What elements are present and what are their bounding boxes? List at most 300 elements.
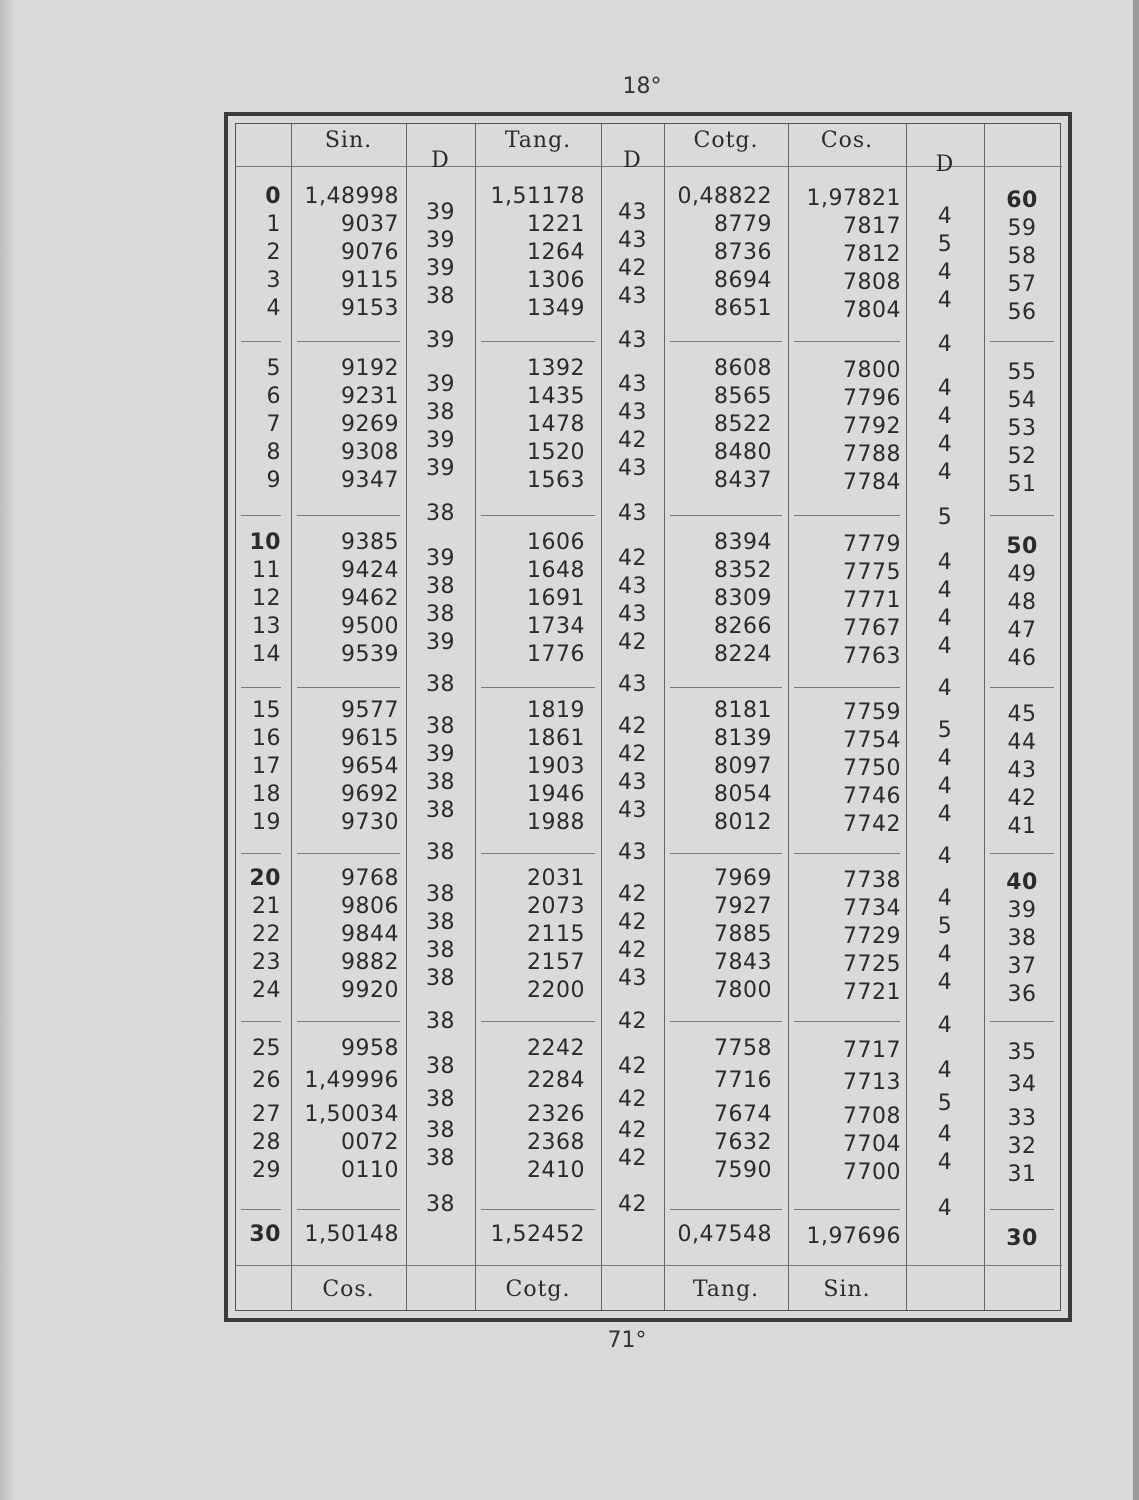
- cos-value: 7792: [843, 414, 901, 439]
- tang-value: 1,51178: [490, 184, 585, 209]
- group-rule: [297, 687, 400, 688]
- group-rule: [670, 341, 782, 342]
- cotg-value: 8565: [714, 384, 772, 409]
- sin-difference: 38: [426, 840, 455, 865]
- sin-value: 9192: [341, 356, 399, 381]
- group-rule: [990, 1021, 1054, 1022]
- minute-right: 53: [1007, 416, 1037, 441]
- cotg-value: 8608: [714, 356, 772, 381]
- tang-value: 2368: [527, 1130, 585, 1155]
- minute-right: 31: [1007, 1162, 1037, 1187]
- minute-left: 25: [252, 1036, 281, 1061]
- cos-value: 7812: [843, 242, 901, 267]
- cos-difference: 4: [937, 432, 953, 457]
- cos-difference: 4: [937, 1122, 953, 1147]
- minute-right: 30: [1006, 1226, 1038, 1251]
- cos-difference: 4: [937, 676, 953, 701]
- minute-right: 38: [1007, 926, 1037, 951]
- group-rule: [481, 341, 595, 342]
- sin-value: 9308: [341, 440, 399, 465]
- sin-difference: 38: [426, 672, 455, 697]
- cos-difference: 4: [937, 1196, 953, 1221]
- minute-left: 16: [252, 726, 281, 751]
- tang-difference: 43: [618, 798, 647, 823]
- group-rule: [297, 1209, 400, 1210]
- sin-value: 9115: [341, 268, 399, 293]
- tang-value: 1563: [527, 468, 585, 493]
- footer-cotg: Cotg.: [505, 1277, 571, 1302]
- minute-right: 56: [1007, 300, 1037, 325]
- header-cotg: Cotg.: [693, 128, 759, 153]
- trig-table-inner: [235, 123, 1061, 1311]
- tang-value: 1734: [527, 614, 585, 639]
- sin-difference: 38: [426, 400, 455, 425]
- cotg-value: 7716: [714, 1068, 772, 1093]
- cotg-value: 8480: [714, 440, 772, 465]
- cos-value: 7817: [843, 214, 901, 239]
- tang-value: 1349: [527, 296, 585, 321]
- tang-difference: 42: [618, 630, 647, 655]
- tang-difference: 42: [618, 256, 647, 281]
- sin-difference: 39: [426, 456, 455, 481]
- minute-left: 23: [252, 950, 281, 975]
- tang-difference: 42: [618, 546, 647, 571]
- sin-difference: 39: [426, 742, 455, 767]
- tang-difference: 42: [618, 742, 647, 767]
- group-rule: [297, 853, 400, 854]
- minute-left: 9: [266, 468, 281, 493]
- group-rule: [297, 341, 400, 342]
- tang-difference: 42: [618, 1009, 647, 1034]
- tang-difference: 43: [618, 328, 647, 353]
- header-cos: Cos.: [820, 128, 874, 153]
- cos-difference: 4: [937, 550, 953, 575]
- cotg-value: 8779: [714, 212, 772, 237]
- header-sin: Sin.: [324, 128, 373, 153]
- group-rule: [481, 1021, 595, 1022]
- minute-left: 26: [252, 1068, 281, 1093]
- sin-difference: 39: [426, 372, 455, 397]
- cotg-value: 8352: [714, 558, 772, 583]
- minute-left: 28: [252, 1130, 281, 1155]
- tang-difference: 43: [618, 672, 647, 697]
- tang-value: 2200: [527, 978, 585, 1003]
- minute-left: 1: [266, 212, 281, 237]
- sin-difference: 38: [426, 1054, 455, 1079]
- group-rule: [670, 687, 782, 688]
- sin-value: 9654: [341, 754, 399, 779]
- header-d2: D: [623, 148, 642, 173]
- tang-value: 2284: [527, 1068, 585, 1093]
- minute-right: 37: [1007, 954, 1037, 979]
- cos-value: 7779: [843, 532, 901, 557]
- sin-value: 9153: [341, 296, 399, 321]
- cotg-value: 0,47548: [677, 1222, 772, 1247]
- sin-value: 9958: [341, 1036, 399, 1061]
- cos-difference: 4: [937, 802, 953, 827]
- minute-left: 0: [265, 184, 281, 209]
- cos-value: 7808: [843, 270, 901, 295]
- minute-left: 13: [252, 614, 281, 639]
- group-rule: [670, 1209, 782, 1210]
- minute-left: 2: [266, 240, 281, 265]
- cos-value: 1,97696: [806, 1224, 901, 1249]
- page-right-edge: [1133, 0, 1139, 1500]
- minute-right: 45: [1007, 702, 1037, 727]
- tang-difference: 43: [618, 840, 647, 865]
- tang-value: 2031: [527, 866, 585, 891]
- sin-value: 9424: [341, 558, 399, 583]
- sin-difference: 39: [426, 228, 455, 253]
- sin-value: 9076: [341, 240, 399, 265]
- group-rule: [241, 1209, 281, 1210]
- tang-difference: 42: [618, 1192, 647, 1217]
- tang-difference: 42: [618, 714, 647, 739]
- cotg-value: 8266: [714, 614, 772, 639]
- minute-right: 41: [1007, 814, 1037, 839]
- tang-value: 1988: [527, 810, 585, 835]
- minute-right: 39: [1007, 898, 1037, 923]
- cos-value: 7734: [843, 896, 901, 921]
- cotg-value: 8437: [714, 468, 772, 493]
- tang-value: 1264: [527, 240, 585, 265]
- group-rule: [670, 853, 782, 854]
- cos-value: 7746: [843, 784, 901, 809]
- tang-difference: 43: [618, 200, 647, 225]
- minute-left: 30: [249, 1222, 281, 1247]
- sin-difference: 38: [426, 798, 455, 823]
- tang-difference: 43: [618, 602, 647, 627]
- group-rule: [297, 515, 400, 516]
- sin-difference: 38: [426, 1009, 455, 1034]
- cos-value: 7763: [843, 644, 901, 669]
- cos-value: 7771: [843, 588, 901, 613]
- cotg-value: 7632: [714, 1130, 772, 1155]
- tang-value: 1478: [527, 412, 585, 437]
- minute-left: 21: [252, 894, 281, 919]
- tang-difference: 43: [618, 284, 647, 309]
- group-rule: [481, 687, 595, 688]
- sin-difference: 39: [426, 546, 455, 571]
- minute-left: 24: [252, 978, 281, 1003]
- tang-value: 2157: [527, 950, 585, 975]
- cotg-value: 8309: [714, 586, 772, 611]
- cos-difference: 4: [937, 774, 953, 799]
- minute-left: 12: [252, 586, 281, 611]
- cos-value: 7775: [843, 560, 901, 585]
- cos-difference: 4: [937, 1058, 953, 1083]
- tang-value: 2073: [527, 894, 585, 919]
- sin-difference: 38: [426, 770, 455, 795]
- cos-difference: 4: [937, 460, 953, 485]
- minute-right: 55: [1007, 360, 1037, 385]
- group-rule: [794, 1021, 900, 1022]
- cotg-value: 7969: [714, 866, 772, 891]
- tang-difference: 43: [618, 966, 647, 991]
- sin-difference: 39: [426, 428, 455, 453]
- group-rule: [297, 1021, 400, 1022]
- sin-value: 9500: [341, 614, 399, 639]
- sin-value: 9806: [341, 894, 399, 919]
- cos-difference: 4: [937, 634, 953, 659]
- cos-difference: 5: [937, 1091, 953, 1116]
- tang-difference: 42: [618, 1146, 647, 1171]
- group-rule: [241, 1021, 281, 1022]
- minute-left: 5: [266, 356, 281, 381]
- tang-value: 1435: [527, 384, 585, 409]
- bottom-degree-label: 71°: [607, 1328, 647, 1353]
- cotg-value: 7590: [714, 1158, 772, 1183]
- minute-left: 17: [252, 754, 281, 779]
- cos-difference: 4: [937, 260, 953, 285]
- minute-left: 20: [249, 866, 281, 891]
- minute-left: 7: [266, 412, 281, 437]
- cos-difference: 5: [937, 505, 953, 530]
- cos-difference: 4: [937, 886, 953, 911]
- sin-difference: 38: [426, 602, 455, 627]
- cotg-value: 8054: [714, 782, 772, 807]
- sin-value: 0072: [341, 1130, 399, 1155]
- minute-left: 3: [266, 268, 281, 293]
- cos-value: 7750: [843, 756, 901, 781]
- tang-difference: 43: [618, 228, 647, 253]
- cotg-value: 7885: [714, 922, 772, 947]
- minute-right: 59: [1007, 216, 1037, 241]
- cotg-value: 7674: [714, 1102, 772, 1127]
- minute-left: 29: [252, 1158, 281, 1183]
- cotg-value: 7927: [714, 894, 772, 919]
- cotg-value: 8012: [714, 810, 772, 835]
- cos-value: 7738: [843, 868, 901, 893]
- group-rule: [794, 853, 900, 854]
- minute-right: 43: [1007, 758, 1037, 783]
- cos-difference: 4: [937, 606, 953, 631]
- sin-value: 9539: [341, 642, 399, 667]
- sin-difference: 38: [426, 910, 455, 935]
- minute-right: 42: [1007, 786, 1037, 811]
- tang-value: 1392: [527, 356, 585, 381]
- sin-value: 9037: [341, 212, 399, 237]
- minute-right: 48: [1007, 590, 1037, 615]
- cos-value: 7717: [843, 1038, 901, 1063]
- page-left-edge: [0, 0, 14, 1500]
- group-rule: [670, 515, 782, 516]
- sin-difference: 38: [426, 501, 455, 526]
- footer-rule: [236, 1265, 1062, 1266]
- sin-difference: 38: [426, 1146, 455, 1171]
- sin-value: 9882: [341, 950, 399, 975]
- footer-cos: Cos.: [322, 1277, 375, 1302]
- tang-value: 1,52452: [490, 1222, 585, 1247]
- group-rule: [794, 1209, 900, 1210]
- tang-value: 1861: [527, 726, 585, 751]
- cos-value: 7788: [843, 442, 901, 467]
- group-rule: [990, 687, 1054, 688]
- minute-right: 54: [1007, 388, 1037, 413]
- cos-value: 7708: [843, 1104, 901, 1129]
- minute-left: 18: [252, 782, 281, 807]
- minute-left: 15: [252, 698, 281, 723]
- cos-value: 7721: [843, 980, 901, 1005]
- cos-difference: 4: [937, 1013, 953, 1038]
- cos-difference: 4: [937, 204, 953, 229]
- minute-right: 46: [1007, 646, 1037, 671]
- sin-difference: 38: [426, 714, 455, 739]
- tang-difference: 42: [618, 1087, 647, 1112]
- tang-difference: 42: [618, 882, 647, 907]
- cos-value: 7767: [843, 616, 901, 641]
- top-degree-label: 18°: [622, 74, 662, 99]
- sin-value: 1,48998: [304, 184, 399, 209]
- cotg-value: 8651: [714, 296, 772, 321]
- header-d3: D: [935, 152, 955, 177]
- group-rule: [990, 1209, 1054, 1210]
- footer-sin: Sin.: [823, 1277, 871, 1302]
- cos-value: 7725: [843, 952, 901, 977]
- tang-value: 1648: [527, 558, 585, 583]
- group-rule: [794, 687, 900, 688]
- sin-difference: 38: [426, 284, 455, 309]
- sin-value: 9269: [341, 412, 399, 437]
- tang-difference: 43: [618, 501, 647, 526]
- minute-left: 8: [266, 440, 281, 465]
- cotg-value: 8522: [714, 412, 772, 437]
- cos-difference: 4: [937, 404, 953, 429]
- sin-value: 9920: [341, 978, 399, 1003]
- header-d1: D: [431, 148, 450, 173]
- tang-difference: 42: [618, 1118, 647, 1143]
- sin-value: 1,50034: [304, 1102, 399, 1127]
- minute-left: 27: [252, 1102, 281, 1127]
- tang-value: 2242: [527, 1036, 585, 1061]
- cotg-value: 7758: [714, 1036, 772, 1061]
- footer-tang: Tang.: [692, 1277, 760, 1302]
- cos-value: 7804: [843, 298, 901, 323]
- tang-difference: 42: [618, 1054, 647, 1079]
- sin-value: 1,49996: [304, 1068, 399, 1093]
- sin-difference: 38: [426, 574, 455, 599]
- tang-value: 1306: [527, 268, 585, 293]
- tang-value: 2326: [527, 1102, 585, 1127]
- minute-right: 40: [1006, 870, 1038, 895]
- cos-difference: 4: [937, 942, 953, 967]
- sin-value: 9730: [341, 810, 399, 835]
- minute-right: 32: [1007, 1134, 1037, 1159]
- sin-value: 9615: [341, 726, 399, 751]
- sin-value: 9768: [341, 866, 399, 891]
- cos-value: 7796: [843, 386, 901, 411]
- cos-value: 1,97821: [806, 186, 901, 211]
- group-rule: [481, 1209, 595, 1210]
- minute-right: 33: [1007, 1106, 1037, 1131]
- cotg-value: 7800: [714, 978, 772, 1003]
- cotg-value: 8694: [714, 268, 772, 293]
- group-rule: [990, 853, 1054, 854]
- sin-value: 9462: [341, 586, 399, 611]
- cos-difference: 4: [937, 288, 953, 313]
- tang-value: 1691: [527, 586, 585, 611]
- cos-difference: 5: [937, 718, 953, 743]
- cos-difference: 5: [937, 232, 953, 257]
- tang-value: 1520: [527, 440, 585, 465]
- tang-value: 1819: [527, 698, 585, 723]
- minute-left: 10: [249, 530, 281, 555]
- cos-value: 7754: [843, 728, 901, 753]
- sin-difference: 38: [426, 938, 455, 963]
- group-rule: [990, 515, 1054, 516]
- cotg-value: 8181: [714, 698, 772, 723]
- cotg-value: 7843: [714, 950, 772, 975]
- minute-right: 58: [1007, 244, 1037, 269]
- cotg-value: 8224: [714, 642, 772, 667]
- minute-right: 47: [1007, 618, 1037, 643]
- tang-value: 1946: [527, 782, 585, 807]
- sin-value: 9347: [341, 468, 399, 493]
- cotg-value: 8736: [714, 240, 772, 265]
- sin-difference: 39: [426, 256, 455, 281]
- tang-value: 1903: [527, 754, 585, 779]
- minute-left: 6: [266, 384, 281, 409]
- cos-difference: 4: [937, 376, 953, 401]
- tang-value: 1606: [527, 530, 585, 555]
- tang-value: 1221: [527, 212, 585, 237]
- cos-value: 7800: [843, 358, 901, 383]
- cos-value: 7759: [843, 700, 901, 725]
- tang-difference: 43: [618, 456, 647, 481]
- sin-value: 9577: [341, 698, 399, 723]
- cos-value: 7713: [843, 1070, 901, 1095]
- minute-left: 22: [252, 922, 281, 947]
- sin-value: 1,50148: [304, 1222, 399, 1247]
- cos-difference: 4: [937, 970, 953, 995]
- sin-difference: 38: [426, 1087, 455, 1112]
- tang-difference: 43: [618, 574, 647, 599]
- minute-right: 49: [1007, 562, 1037, 587]
- group-rule: [794, 515, 900, 516]
- sin-value: 0110: [341, 1158, 399, 1183]
- group-rule: [794, 341, 900, 342]
- group-rule: [481, 515, 595, 516]
- cos-value: 7729: [843, 924, 901, 949]
- sin-value: 9844: [341, 922, 399, 947]
- tang-difference: 43: [618, 400, 647, 425]
- sin-difference: 38: [426, 1192, 455, 1217]
- cotg-value: 0,48822: [677, 184, 772, 209]
- cos-value: 7704: [843, 1132, 901, 1157]
- minute-right: 36: [1007, 982, 1037, 1007]
- trig-table: [224, 112, 1072, 1322]
- cos-value: 7700: [843, 1160, 901, 1185]
- sin-difference: 39: [426, 328, 455, 353]
- cos-difference: 4: [937, 578, 953, 603]
- minute-right: 57: [1007, 272, 1037, 297]
- minute-right: 60: [1006, 188, 1038, 213]
- tang-difference: 43: [618, 770, 647, 795]
- sin-difference: 39: [426, 200, 455, 225]
- minute-right: 51: [1007, 472, 1037, 497]
- cos-value: 7742: [843, 812, 901, 837]
- tang-value: 2115: [527, 922, 585, 947]
- cotg-value: 8139: [714, 726, 772, 751]
- minute-left: 4: [266, 296, 281, 321]
- minute-right: 34: [1007, 1072, 1037, 1097]
- sin-difference: 38: [426, 882, 455, 907]
- cos-difference: 4: [937, 332, 953, 357]
- minute-left: 11: [252, 558, 281, 583]
- sin-difference: 39: [426, 630, 455, 655]
- minute-right: 44: [1007, 730, 1037, 755]
- group-rule: [481, 853, 595, 854]
